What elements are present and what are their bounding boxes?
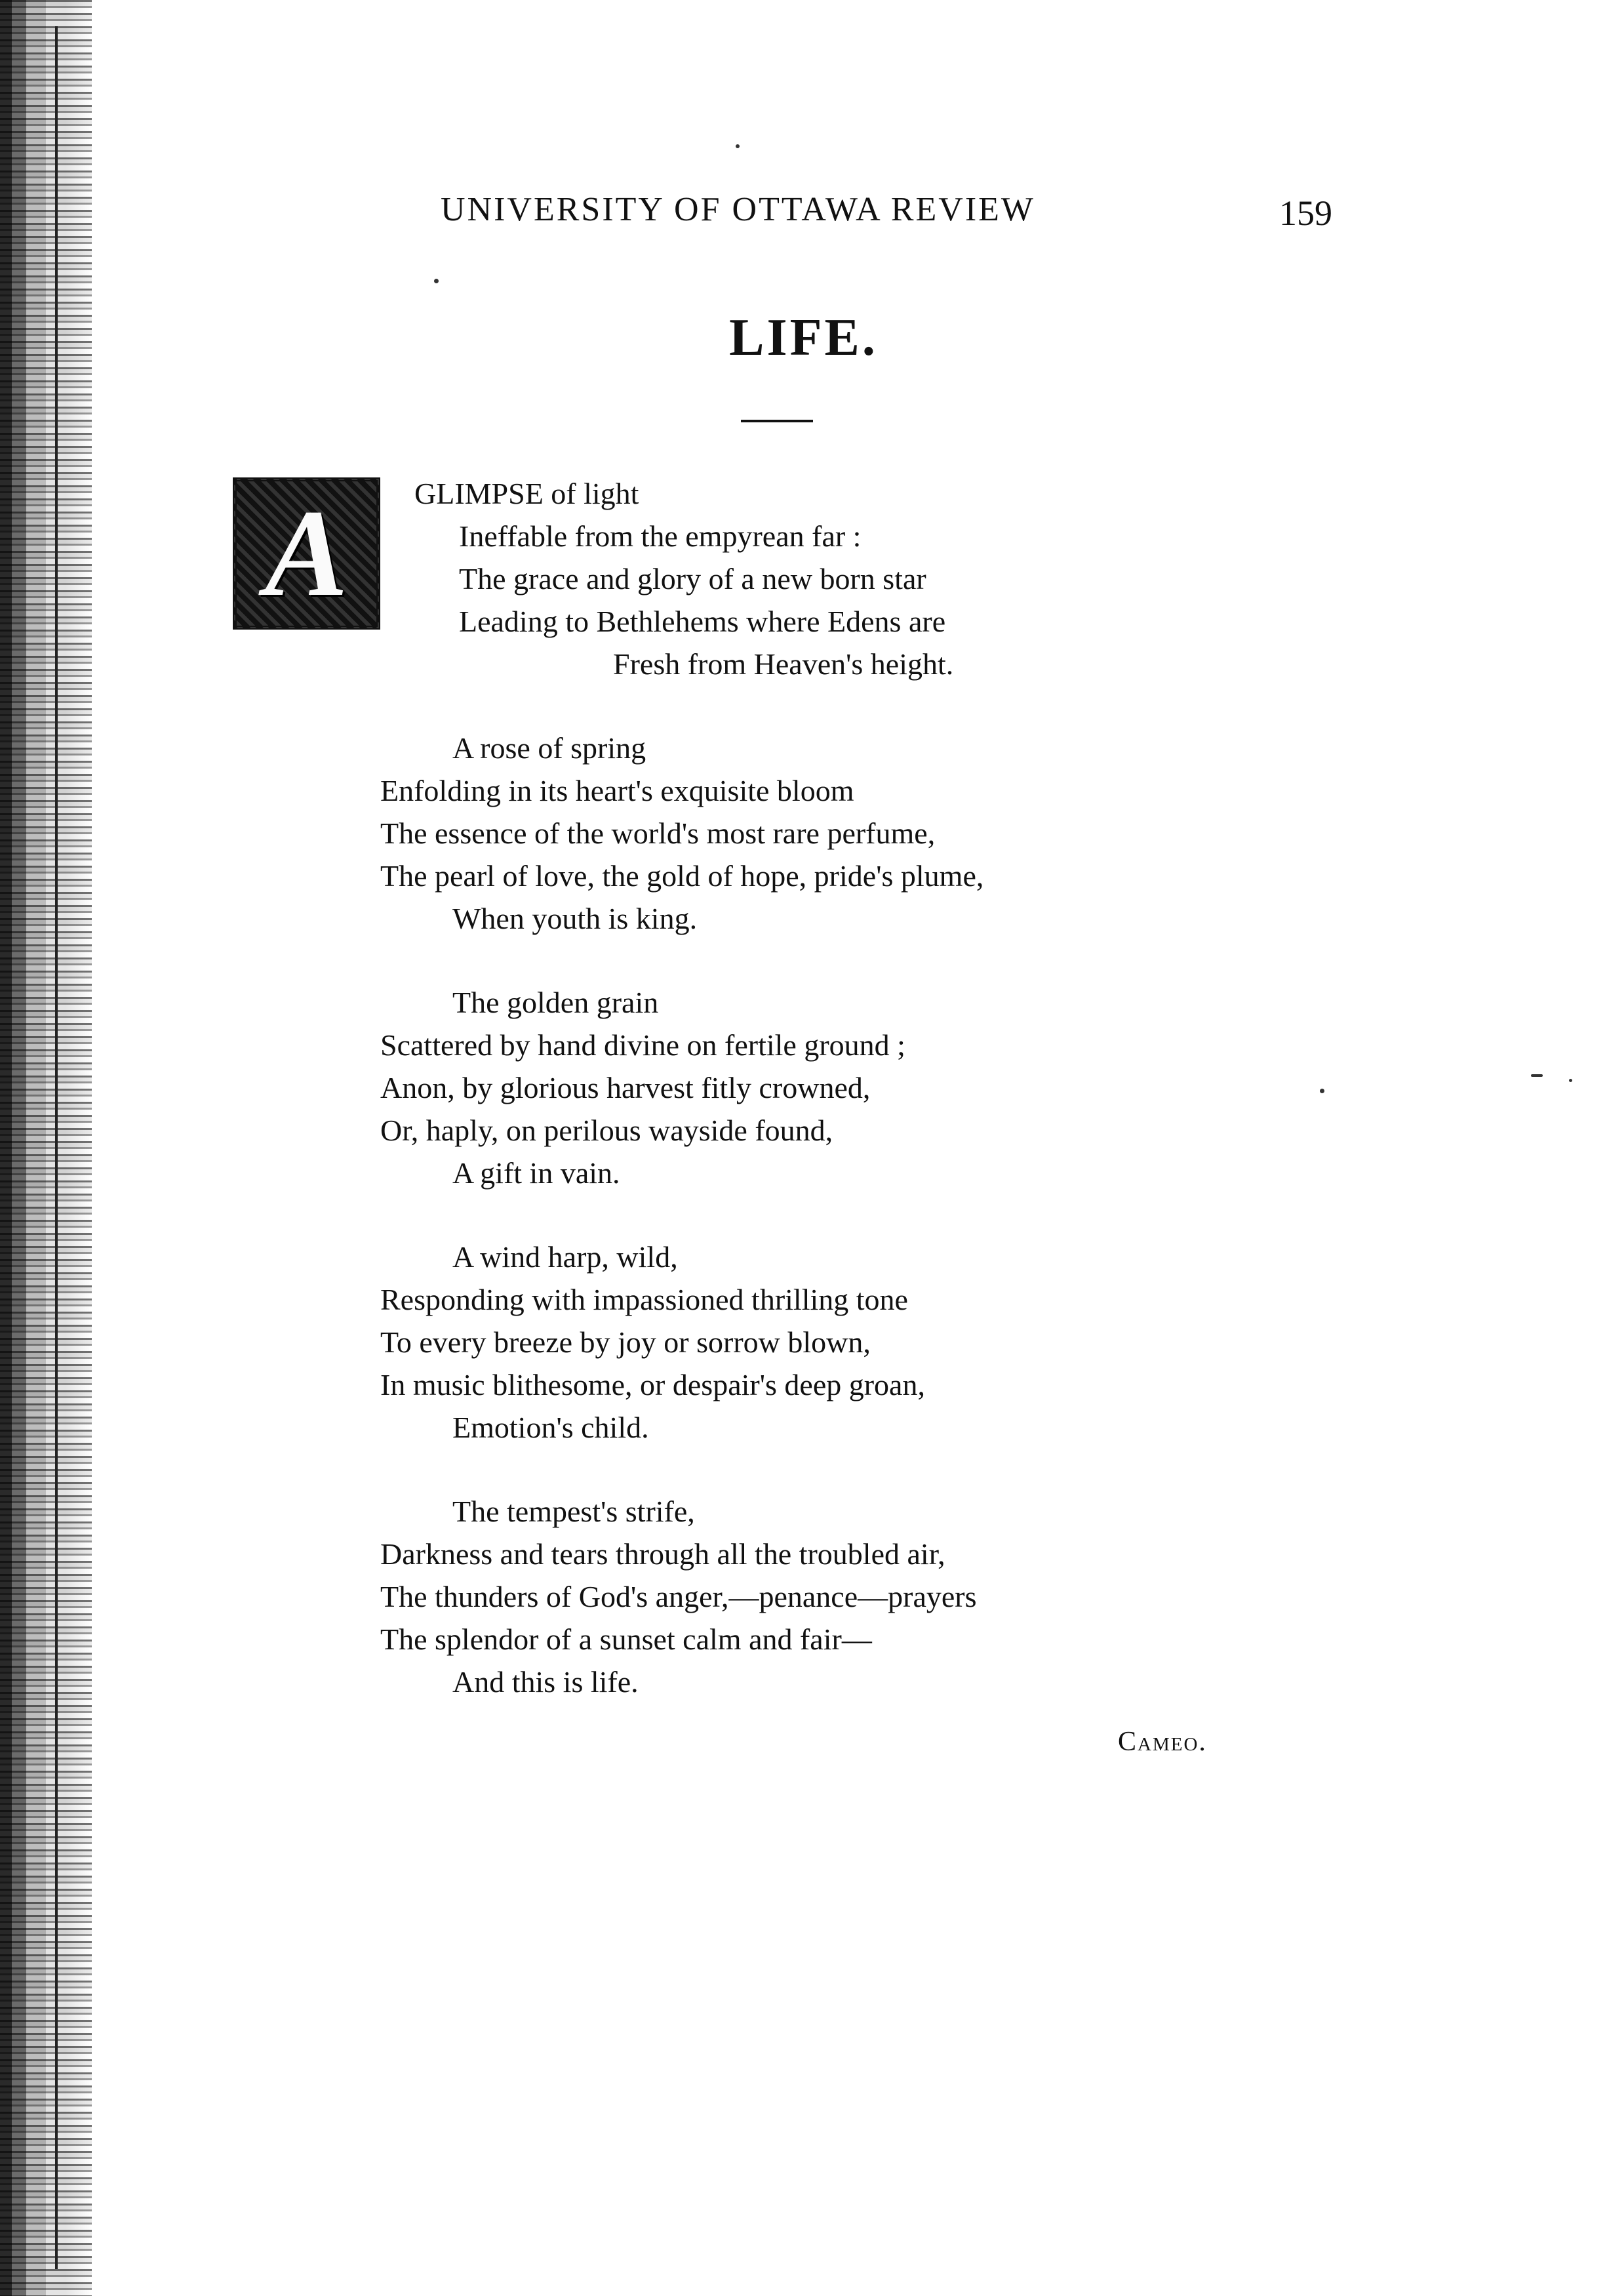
poem-line: Anon, by glorious harvest fitly crowned,	[380, 1071, 871, 1104]
page-number: 159	[1279, 193, 1332, 233]
poem-line: Fresh from Heaven's height.	[613, 647, 954, 681]
poem-line: Scattered by hand divine on fertile ground ;	[380, 1028, 905, 1062]
poem-body	[380, 472, 1298, 1703]
stanza	[380, 1490, 1298, 1703]
stanza	[380, 981, 1298, 1194]
poem-line: Or, haply, on perilous wayside found,	[380, 1114, 833, 1147]
ornamental-drop-cap	[233, 477, 380, 630]
poem-line: The grace and glory of a new born star	[459, 562, 926, 595]
print-speck	[1569, 1079, 1572, 1082]
poem-signature: Cameo.	[1118, 1727, 1207, 1757]
poem-line: Enfolding in its heart's exquisite bloom	[380, 774, 854, 807]
poem-line: In music blithesome, or despair's deep groan,	[380, 1368, 925, 1401]
print-speck	[1531, 1074, 1543, 1077]
poem-line: The tempest's strife,	[452, 1495, 695, 1528]
poem-line: Emotion's child.	[452, 1411, 649, 1444]
poem-line: A rose of spring	[452, 731, 646, 765]
poem-line: GLIMPSE of light	[414, 477, 639, 510]
poem-line: The thunders of God's anger,—penance—prayers	[380, 1580, 977, 1613]
poem-line: Ineffable from the empyrean far :	[459, 519, 862, 553]
poem-title: LIFE.	[729, 309, 878, 367]
title-rule	[741, 420, 813, 422]
poem-line: To every breeze by joy or sorrow blown,	[380, 1325, 871, 1359]
poem-line: Leading to Bethlehems where Edens are	[459, 605, 946, 638]
stanza	[380, 1236, 1298, 1449]
poem-line: A wind harp, wild,	[452, 1240, 678, 1274]
print-speck	[434, 279, 439, 283]
stanza	[380, 472, 1298, 685]
poem-line: Responding with impassioned thrilling tone	[380, 1283, 908, 1316]
drop-cap-letter: A	[265, 485, 348, 622]
stanza	[380, 727, 1298, 940]
poem-line: The golden grain	[452, 986, 659, 1019]
poem-line: The pearl of love, the gold of hope, pride's plume,	[380, 859, 984, 893]
poem-line: Darkness and tears through all the troubled air,	[380, 1537, 945, 1571]
running-head: UNIVERSITY OF OTTAWA REVIEW	[441, 191, 1035, 228]
poem-line: A gift in vain.	[452, 1156, 620, 1190]
poem-line: The splendor of a sunset calm and fair—	[380, 1622, 872, 1656]
print-speck	[736, 144, 740, 148]
poem-line: When youth is king.	[452, 902, 698, 935]
page-header	[441, 190, 1332, 236]
print-speck	[1320, 1089, 1324, 1093]
poem-line: And this is life.	[452, 1665, 639, 1699]
poem-line: The essence of the world's most rare perfume,	[380, 816, 936, 850]
